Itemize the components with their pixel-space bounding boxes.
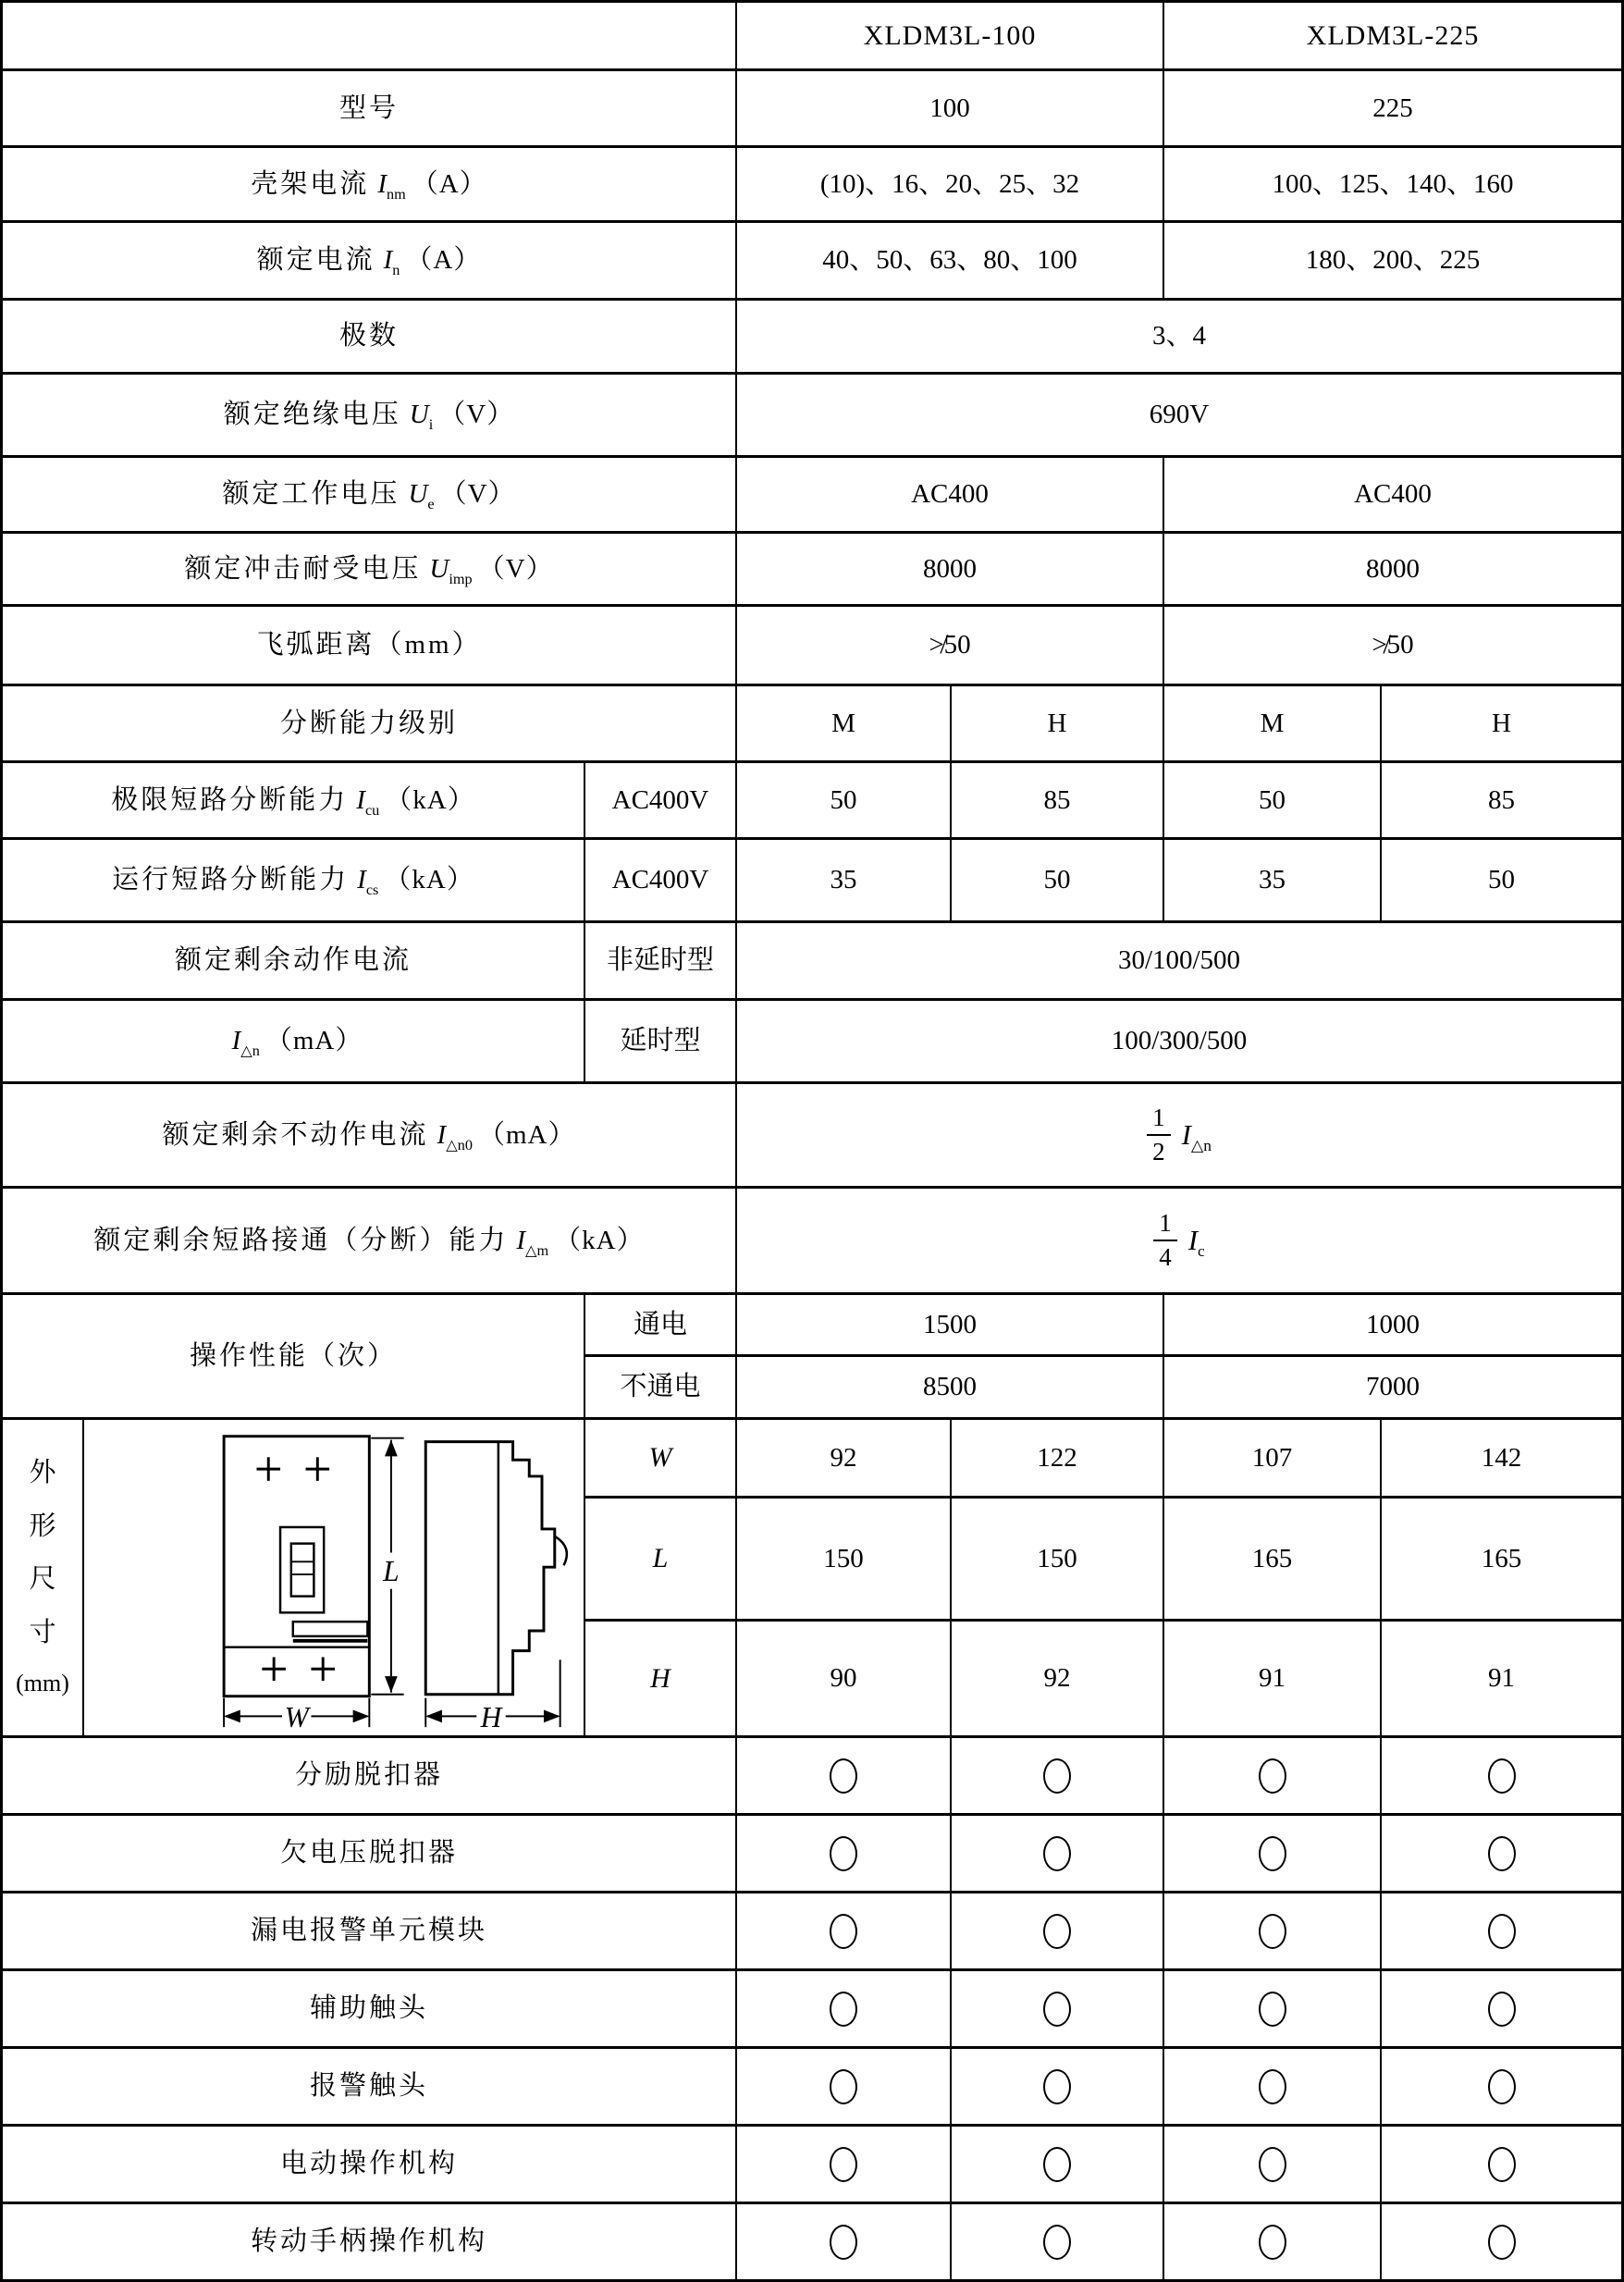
h-arrow-left — [425, 1709, 442, 1722]
poles-value: 3、4 — [1151, 321, 1206, 352]
accessory-label-shunt-release: 分励脱扣器 — [294, 1760, 443, 1791]
available-circle — [830, 2069, 857, 2104]
rotary-handle-mark-1 — [737, 2204, 952, 2279]
ics-value-3: 35 — [1164, 840, 1382, 920]
rotary-handle-mark-2 — [952, 2204, 1164, 2279]
available-circle — [830, 2147, 857, 2182]
available-circle — [830, 1992, 857, 2027]
alarm-contact-mark-2 — [952, 2049, 1164, 2124]
dim-letter-h: H — [650, 1662, 671, 1694]
h-arrow-right — [544, 1709, 560, 1722]
table-row-icu — [3, 763, 1621, 840]
motor-operator-mark-1 — [737, 2127, 952, 2202]
shunt-release-mark-4 — [1382, 1738, 1621, 1813]
shunt-release-mark-3 — [1164, 1738, 1382, 1813]
side-view — [425, 1441, 567, 1694]
table-row-breaking-class — [3, 686, 1621, 763]
dim-h-4: 91 — [1488, 1663, 1515, 1694]
impulse-voltage-100: 8000 — [737, 534, 1164, 604]
alarm-contact-mark-4 — [1382, 2049, 1621, 2124]
symbol-Ics: $I_{cs}$ — [357, 865, 379, 899]
undervoltage-release-mark-1 — [737, 1816, 952, 1891]
undervoltage-release-mark-2 — [952, 1816, 1164, 1891]
row-label-ics: 运行短路分断能力 $I_{cs}$ （kA） — [3, 840, 585, 920]
available-circle — [1488, 1758, 1516, 1794]
row-label-model: 型号 — [338, 93, 399, 123]
icu-value-2: 85 — [952, 763, 1164, 837]
available-circle — [1259, 2225, 1286, 2260]
rotary-handle-mark-4 — [1382, 2204, 1621, 2279]
section-dimensions — [3, 1420, 1621, 1738]
available-circle — [1488, 2225, 1516, 2260]
row-label-insulation-voltage: 额定绝缘电压 $U_i$ （V） — [3, 375, 737, 455]
dim-l-4: 165 — [1481, 1543, 1522, 1573]
model-value-100: 100 — [737, 71, 1164, 145]
insulation-voltage-value: 690V — [1149, 400, 1210, 430]
l-dimension-label: L — [383, 1554, 400, 1587]
row-label-residual-operating: 额定剩余动作电流 — [174, 945, 412, 976]
table-row-header — [3, 3, 1621, 71]
icu-condition: AC400V — [585, 763, 737, 837]
symbol-Ue: $U_e$ — [408, 479, 435, 513]
table-row-ics — [3, 840, 1621, 923]
l-arrow-bottom — [385, 1676, 398, 1693]
available-circle — [1488, 1992, 1516, 2027]
leakage-alarm-mark-2 — [952, 1893, 1164, 1968]
header-blank-cell — [3, 3, 737, 68]
operation-energized-225: 1000 — [1366, 1309, 1420, 1339]
auxiliary-contact-mark-1 — [737, 1971, 952, 2046]
available-circle — [830, 1758, 857, 1794]
w-dimension-label: W — [284, 1700, 309, 1733]
operation-deenergized-225: 7000 — [1366, 1372, 1420, 1402]
operation-type-energized: 通电 — [585, 1295, 737, 1354]
table-row-rated-current — [3, 223, 1621, 301]
available-circle — [1043, 1836, 1071, 1871]
available-circle — [1043, 1992, 1071, 2027]
available-circle — [830, 2225, 857, 2260]
ics-value-4: 50 — [1488, 865, 1515, 895]
available-circle — [830, 1914, 857, 1949]
symbol-Icu: $I_{cu}$ — [356, 784, 380, 819]
alarm-contact-mark-3 — [1164, 2049, 1382, 2124]
dimensions-vertical-label: 外 形 尺 寸 (mm) — [3, 1420, 84, 1735]
accessory-label-rotary-handle-operator: 转动手柄操作机构 — [250, 2226, 487, 2257]
table-row-residual-delay — [3, 1001, 1621, 1084]
dim-h-2: 92 — [952, 1622, 1164, 1735]
available-circle — [1043, 2069, 1071, 2104]
table-row-shunt-release — [3, 1738, 1621, 1816]
available-circle — [1259, 2069, 1286, 2104]
working-voltage-225: AC400 — [1354, 479, 1432, 510]
table-row-working-voltage — [3, 458, 1621, 534]
symbol-Inm: $I_{nm}$ — [377, 168, 406, 203]
l-arrow-top — [385, 1439, 398, 1456]
row-label-rated-current: 额定电流 $I_n$ （A） — [3, 223, 737, 298]
ics-condition: AC400V — [585, 840, 737, 920]
dim-letter-w: W — [648, 1442, 672, 1474]
dim-w-4: 142 — [1481, 1442, 1522, 1473]
breaker-outline-drawing — [85, 1422, 583, 1734]
header-model-100: XLDM3L-100 — [737, 3, 1164, 68]
w-arrow-left — [224, 1709, 240, 1722]
impulse-voltage-225: 8000 — [1366, 553, 1420, 584]
row-label-residual-delay: $I_{\triangle n}$ （mA） — [3, 1001, 585, 1081]
symbol-Idn0: $I_{\triangle n0}$ — [437, 1119, 473, 1153]
alarm-contact-mark-1 — [737, 2049, 952, 2124]
available-circle — [1043, 1914, 1071, 1949]
table-row-residual-making-breaking — [3, 1189, 1621, 1295]
leakage-alarm-mark-1 — [737, 1893, 952, 1968]
residual-nonoperating-value — [737, 1084, 1621, 1186]
breaking-class-col-2: H — [952, 686, 1164, 760]
table-row-poles — [3, 301, 1621, 375]
rated-current-100: 40、50、63、80、100 — [737, 223, 1164, 298]
residual-delay-type: 延时型 — [585, 1001, 737, 1081]
ics-value-2: 50 — [952, 840, 1164, 920]
table-row-undervoltage-release — [3, 1816, 1621, 1893]
accessory-label-motor-operator: 电动操作机构 — [279, 2149, 458, 2179]
dimension-subrows — [585, 1420, 1621, 1735]
row-label-impulse-voltage: 额定冲击耐受电压 $U_{imp}$ （V） — [3, 534, 737, 604]
breaking-class-col-1: M — [737, 686, 952, 760]
row-label-frame-current: 壳架电流 $I_{nm}$ （A） — [3, 148, 737, 220]
working-voltage-100: AC400 — [737, 458, 1164, 531]
available-circle — [1488, 2069, 1516, 2104]
table-row-arc-distance — [3, 607, 1621, 686]
symbol-Uimp: $U_{imp}$ — [429, 553, 473, 587]
leakage-alarm-mark-3 — [1164, 1893, 1382, 1968]
accessory-label-undervoltage-release: 欠电压脱扣器 — [279, 1838, 458, 1869]
front-view — [224, 1436, 369, 1696]
table-row-insulation-voltage — [3, 375, 1621, 458]
residual-making-breaking-value — [737, 1189, 1621, 1292]
available-circle — [830, 1836, 857, 1871]
available-circle — [1259, 1836, 1286, 1871]
breaking-class-col-4: H — [1492, 708, 1511, 738]
dim-l-3: 165 — [1164, 1499, 1382, 1619]
row-label-breaking-class: 分断能力级别 — [279, 708, 458, 738]
motor-operator-mark-4 — [1382, 2127, 1621, 2202]
h-dimension-label: H — [480, 1700, 502, 1733]
icu-value-1: 50 — [737, 763, 952, 837]
dim-w-1: 92 — [737, 1420, 952, 1496]
row-label-working-voltage: 额定工作电压 $U_e$ （V） — [3, 458, 737, 531]
symbol-Idn-suffix: $I_{\triangle n}$ — [1181, 1117, 1212, 1154]
table-row-model — [3, 71, 1621, 148]
outline-dimension-diagram — [84, 1420, 585, 1735]
residual-nondelay-type: 非延时型 — [585, 923, 737, 998]
operation-row-energized — [585, 1295, 1621, 1357]
w-arrow-right — [353, 1709, 370, 1722]
arc-distance-225: ≯50 — [1372, 630, 1414, 660]
residual-nondelay-value: 30/100/500 — [1117, 945, 1241, 976]
accessory-label-alarm-contact: 报警触头 — [309, 2071, 428, 2102]
motor-operator-mark-2 — [952, 2127, 1164, 2202]
table-row-frame-current — [3, 148, 1621, 223]
shunt-release-mark-1 — [737, 1738, 952, 1813]
section-operation-performance — [3, 1295, 1621, 1420]
residual-delay-value: 100/300/500 — [1111, 1026, 1248, 1056]
undervoltage-release-mark-4 — [1382, 1816, 1621, 1891]
table-row-residual-nonoperating — [3, 1084, 1621, 1189]
rated-current-225: 180、200、225 — [1305, 245, 1481, 276]
dimension-row-l — [585, 1499, 1621, 1622]
dim-h-1: 90 — [737, 1622, 952, 1735]
table-row-auxiliary-contact — [3, 1971, 1621, 2049]
dim-letter-l: L — [652, 1543, 669, 1574]
symbol-Idn: $I_{\triangle n}$ — [231, 1026, 260, 1060]
table-row-alarm-contact — [3, 2049, 1621, 2127]
row-label-residual-nonoperating: 额定剩余不动作电流 $I_{\triangle n0}$ （mA） — [3, 1084, 737, 1186]
table-row-impulse-voltage — [3, 534, 1621, 607]
table-row-motor-operator — [3, 2127, 1621, 2204]
available-circle — [1488, 1836, 1516, 1871]
available-circle — [1259, 1992, 1286, 2027]
symbol-Idm: $I_{\triangle m}$ — [516, 1225, 549, 1259]
dim-l-2: 150 — [952, 1499, 1164, 1619]
frame-current-225: 100、125、140、160 — [1272, 168, 1514, 199]
operation-deenergized-100: 8500 — [737, 1357, 1164, 1417]
symbol-In: $I_n$ — [383, 245, 400, 279]
auxiliary-contact-mark-2 — [952, 1971, 1164, 2046]
dimension-row-w — [585, 1420, 1621, 1499]
ics-value-1: 35 — [737, 840, 952, 920]
icu-value-4: 85 — [1488, 784, 1515, 815]
available-circle — [1259, 2147, 1286, 2182]
dim-w-2: 122 — [952, 1420, 1164, 1496]
available-circle — [1043, 1758, 1071, 1794]
fraction-one-half: $\frac{1}{2}$ — [1147, 1105, 1171, 1165]
available-circle — [1043, 2147, 1071, 2182]
operation-row-deenergized — [585, 1357, 1621, 1417]
auxiliary-contact-mark-3 — [1164, 1971, 1382, 2046]
available-circle — [1259, 1914, 1286, 1949]
available-circle — [1488, 2147, 1516, 2182]
row-label-operation: 操作性能（次） — [189, 1340, 397, 1371]
operation-energized-100: 1500 — [737, 1295, 1164, 1354]
row-label-residual-making-breaking: 额定剩余短路接通（分断）能力 $I_{\triangle m}$ （kA） — [3, 1189, 737, 1292]
undervoltage-release-mark-3 — [1164, 1816, 1382, 1891]
arc-distance-100: ≯50 — [737, 607, 1164, 684]
table-row-leakage-alarm-module — [3, 1893, 1621, 1971]
dim-h-3: 91 — [1164, 1622, 1382, 1735]
row-label-arc-distance: 飞弧距离（mm） — [256, 630, 482, 660]
motor-operator-mark-3 — [1164, 2127, 1382, 2202]
table-row-residual-nondelay — [3, 923, 1621, 1001]
fraction-one-quarter: $\frac{1}{4}$ — [1153, 1211, 1177, 1270]
dimension-row-h — [585, 1622, 1621, 1735]
available-circle — [1488, 1914, 1516, 1949]
accessory-label-auxiliary-contact: 辅助触头 — [309, 1993, 428, 2024]
row-label-icu: 极限短路分断能力 $I_{cu}$ （kA） — [3, 763, 585, 837]
rotary-handle-mark-3 — [1164, 2204, 1382, 2279]
accessory-label-leakage-alarm-module: 漏电报警单元模块 — [250, 1916, 487, 1946]
icu-value-3: 50 — [1164, 763, 1382, 837]
header-model-225: XLDM3L-225 — [1306, 19, 1480, 51]
symbol-Ic-suffix: $I_c$ — [1187, 1223, 1205, 1260]
operation-subrows — [585, 1295, 1621, 1417]
leakage-alarm-mark-4 — [1382, 1893, 1621, 1968]
auxiliary-contact-mark-4 — [1382, 1971, 1621, 2046]
frame-current-100: (10)、16、20、25、32 — [737, 148, 1164, 220]
dim-l-1: 150 — [737, 1499, 952, 1619]
table-row-rotary-handle-operator — [3, 2204, 1621, 2279]
dim-w-3: 107 — [1164, 1420, 1382, 1496]
row-label-poles: 极数 — [338, 321, 399, 352]
available-circle — [1043, 2225, 1071, 2260]
operation-type-deenergized: 不通电 — [585, 1357, 737, 1417]
model-value-225: 225 — [1372, 93, 1413, 123]
breaking-class-col-3: M — [1164, 686, 1382, 760]
shunt-release-mark-2 — [952, 1738, 1164, 1813]
symbol-Ui: $U_i$ — [409, 400, 434, 434]
available-circle — [1259, 1758, 1286, 1794]
